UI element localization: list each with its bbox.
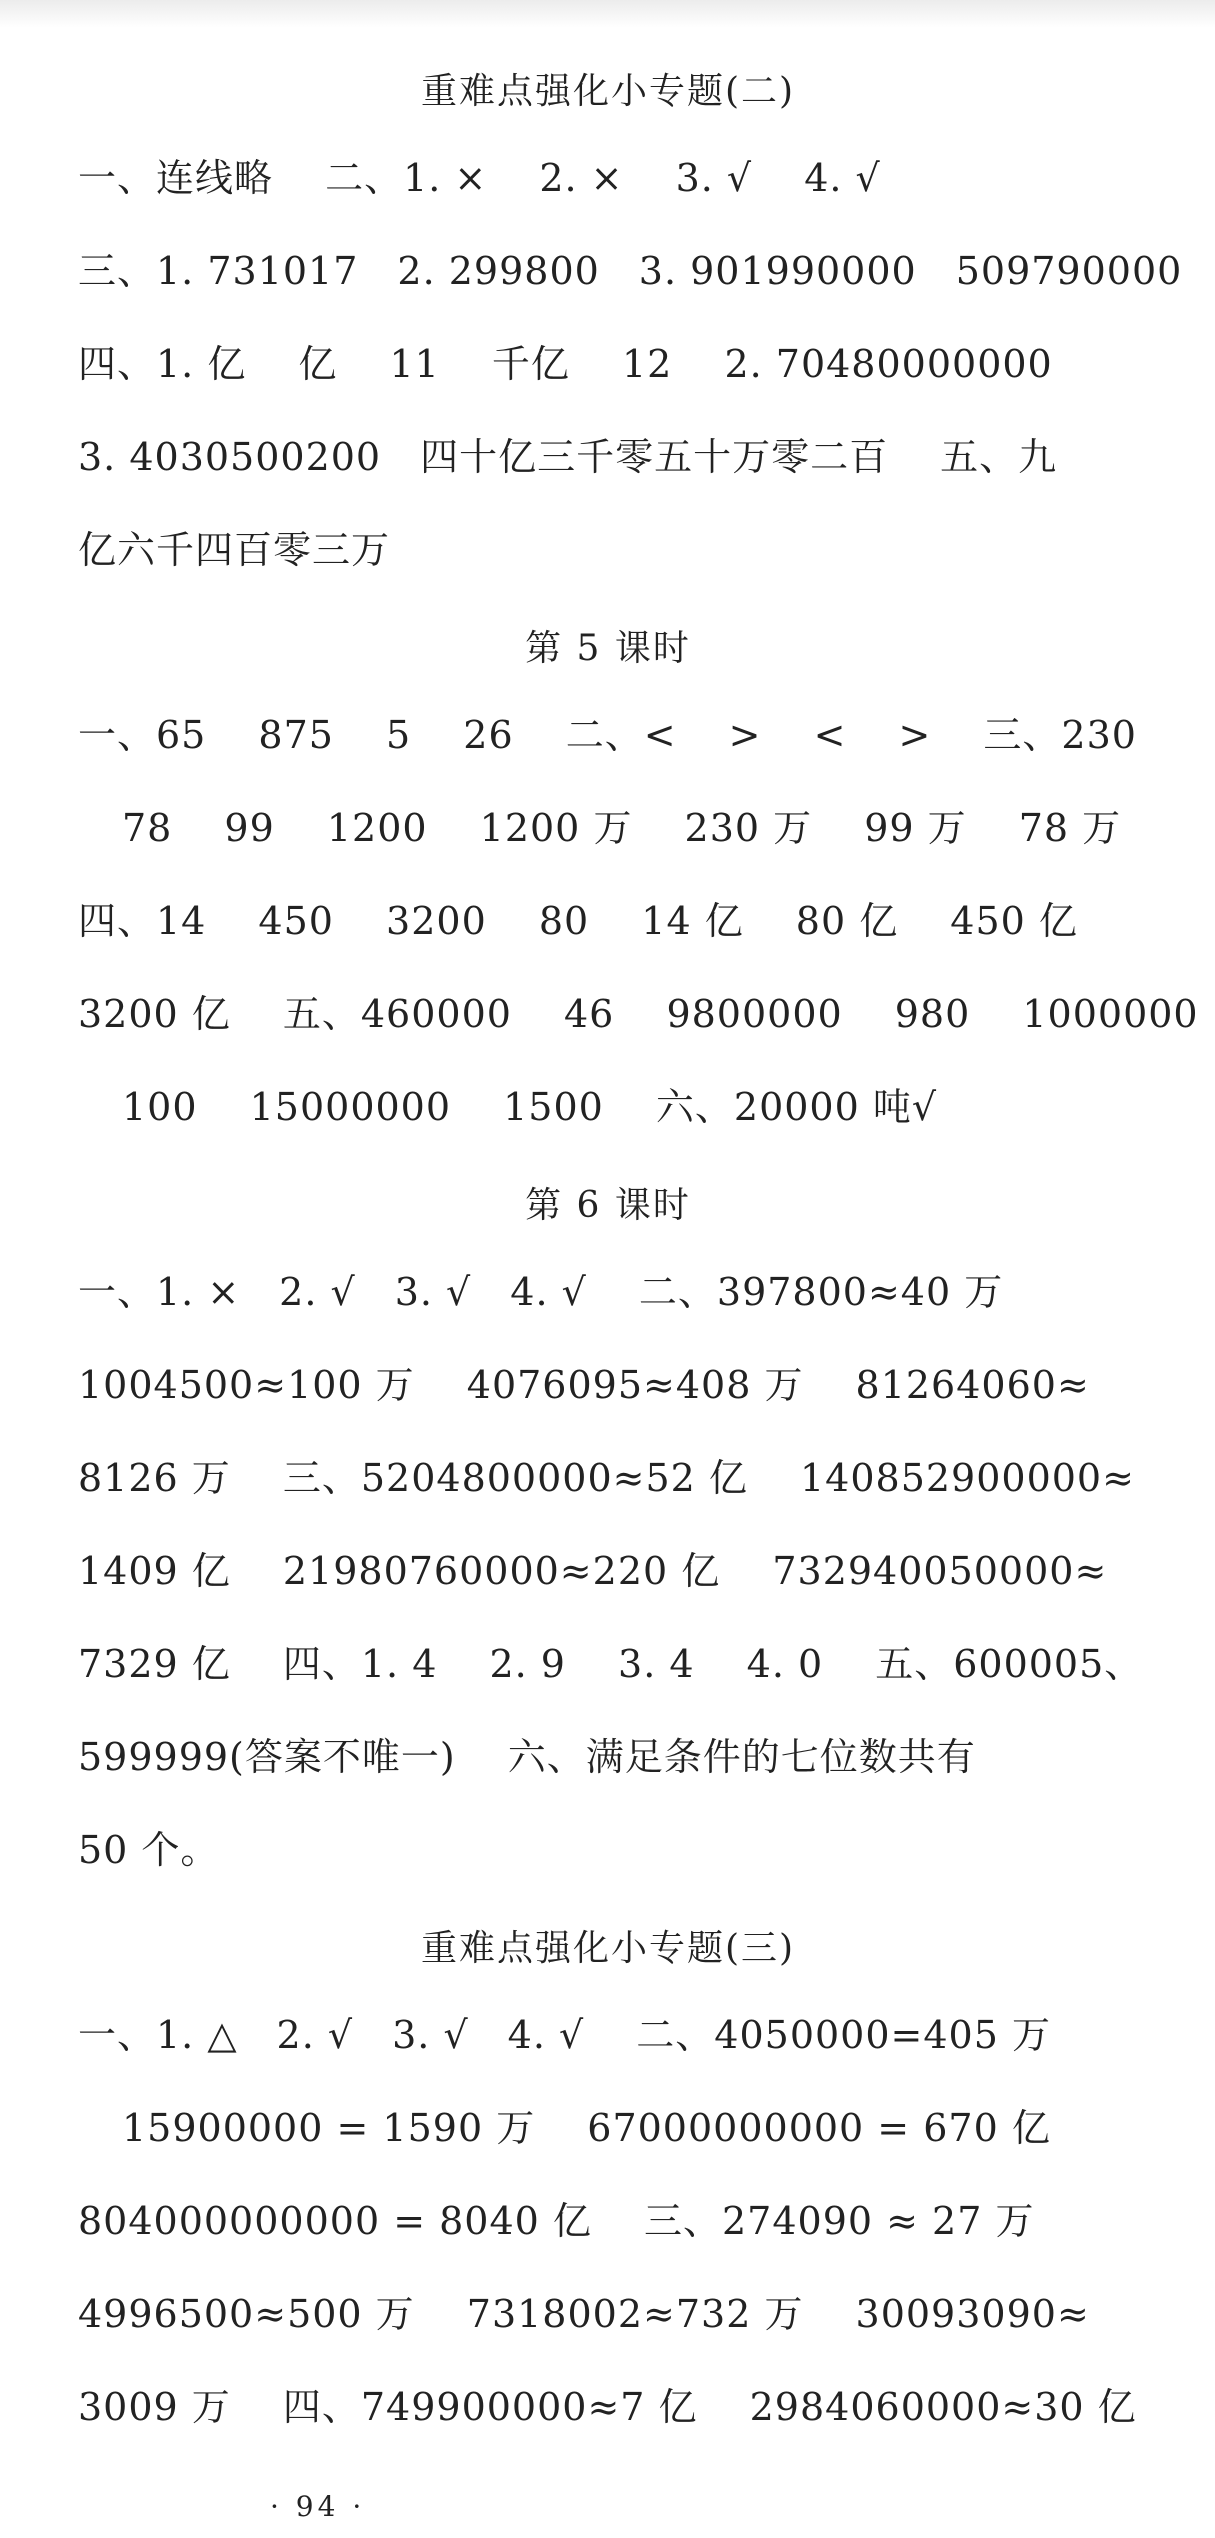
answer-line: 1004500≈100 万 4076095≈408 万 81264060≈ — [78, 1363, 1090, 1407]
answer-line: 3. 4030500200 四十亿三千零五十万零二百 五、九 — [78, 435, 1058, 479]
section-heading: 第 6 课时 — [525, 1185, 691, 1226]
answer-line: 599999(答案不唯一) 六、满足条件的七位数共有 — [78, 1735, 976, 1779]
answer-line: 15900000 = 1590 万 67000000000 = 670 亿 — [122, 2106, 1051, 2150]
section-special-topic-2 — [78, 52, 1183, 597]
answer-line: 8126 万 三、5204800000≈52 亿 140852900000≈ — [78, 1456, 1135, 1500]
answer-line: 4996500≈500 万 7318002≈732 万 30093090≈ — [78, 2292, 1090, 2336]
section-heading: 重难点强化小专题(二) — [420, 71, 796, 112]
answer-line: 3200 亿 五、460000 46 9800000 980 1000000 — [78, 992, 1199, 1036]
section-lesson-5 — [78, 609, 1199, 1154]
page-number: · 94 · — [270, 2490, 366, 2523]
answer-page — [78, 40, 1199, 2454]
section-heading: 第 5 课时 — [525, 628, 691, 669]
answer-line: 一、65 875 5 26 二、< > < > 三、230 — [78, 713, 1137, 757]
answer-line: 一、连线略 二、1. × 2. × 3. √ 4. √ — [78, 156, 881, 200]
answer-line: 一、1. × 2. √ 3. √ 4. √ 二、397800≈40 万 — [78, 1270, 1004, 1314]
answer-line: 100 15000000 1500 六、20000 吨√ — [122, 1085, 938, 1129]
answer-line: 四、1. 亿 亿 11 千亿 12 2. 70480000000 — [78, 342, 1053, 386]
answer-line: 亿六千四百零三万 — [78, 528, 391, 572]
answer-line: 三、1. 731017 2. 299800 3. 901990000 509790000 — [78, 249, 1183, 293]
answer-line: 50 个。 — [78, 1828, 220, 1872]
section-heading: 重难点强化小专题(三) — [420, 1928, 796, 1969]
answer-line: 7329 亿 四、1. 4 2. 9 3. 4 4. 0 五、600005、 — [78, 1642, 1144, 1686]
top-edge-shadow — [0, 0, 1215, 28]
answer-line: 78 99 1200 1200 万 230 万 99 万 78 万 — [122, 806, 1122, 850]
answer-line: 804000000000 = 8040 亿 三、274090 ≈ 27 万 — [78, 2199, 1035, 2243]
answer-line: 四、14 450 3200 80 14 亿 80 亿 450 亿 — [78, 899, 1078, 943]
section-lesson-6 — [78, 1166, 1144, 1897]
answer-line: 3009 万 四、749900000≈7 亿 2984060000≈30 亿 — [78, 2385, 1137, 2429]
answer-line: 一、1. △ 2. √ 3. √ 4. √ 二、4050000=405 万 — [78, 2013, 1051, 2057]
answer-line: 1409 亿 21980760000≈220 亿 732940050000≈ — [78, 1549, 1108, 1593]
section-special-topic-3 — [78, 1909, 1138, 2454]
